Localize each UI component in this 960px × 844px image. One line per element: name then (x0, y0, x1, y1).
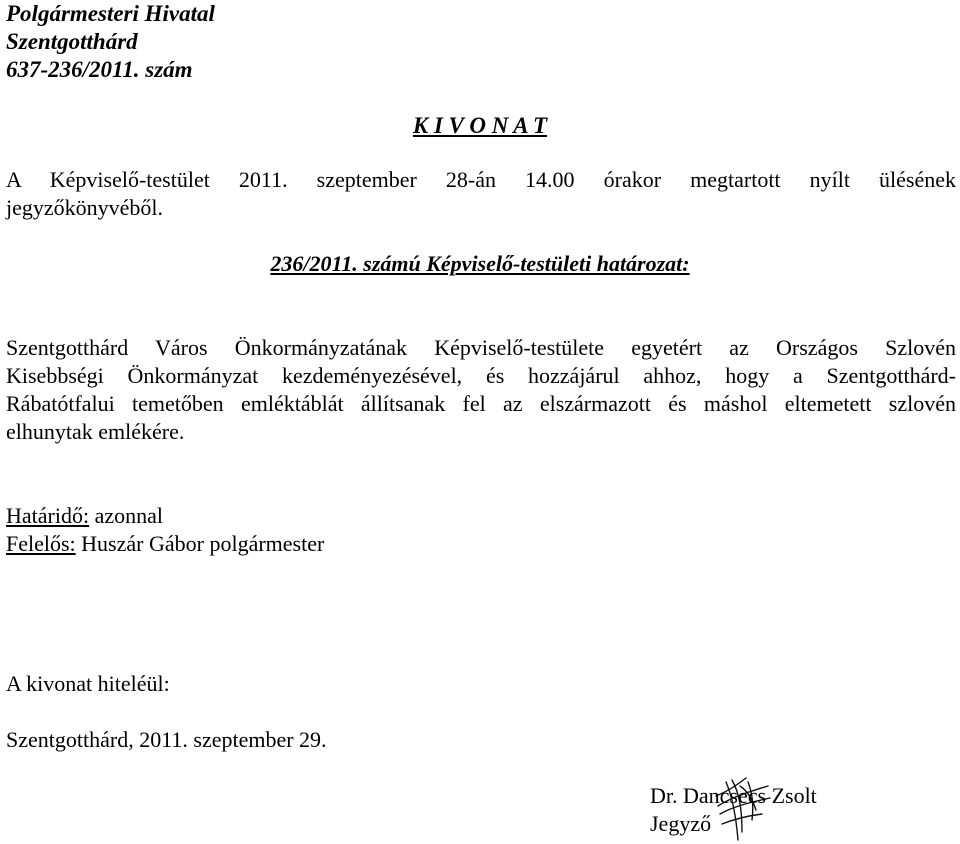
signatory-name: Dr. Dancsecs Zsolt (650, 783, 817, 808)
body-line: Rábatótfalui temetőben emléktáblát állítsanak fel az elszármazott és máshol eltemetett szlovén (6, 391, 956, 416)
place-date-line: Szentgotthárd, 2011. szeptember 29. (6, 727, 327, 752)
intro-paragraph (6, 166, 956, 222)
deadline-label: Határidő: (6, 503, 90, 528)
intro-line: A Képviselő-testület 2011. szeptember 28-án 14.00 órakor megtartott nyílt ülésének (6, 167, 956, 192)
deadline-line (6, 502, 163, 530)
certification-line: A kivonat hiteléül: (6, 671, 170, 696)
signatory-title: Jegyző (650, 811, 712, 836)
responsible-line (6, 530, 324, 558)
deadline-value: azonnal (89, 503, 163, 528)
document-title: K I V O N A T (412, 113, 548, 138)
responsible-value: Huszár Gábor polgármester (75, 531, 325, 556)
body-line: Szentgotthárd Város Önkormányzatának Képviselő-testülete egyetért az Országos Szlovén (6, 335, 956, 360)
city-name: Szentgotthárd (6, 29, 138, 54)
office-name: Polgármesteri Hivatal (6, 1, 215, 26)
resolution-heading: 236/2011. számú Képviselő-testületi határozat: (270, 251, 690, 276)
reference-number: 637-236/2011. szám (6, 57, 193, 82)
intro-line: jegyzőkönyvéből. (6, 195, 164, 220)
body-line: Kisebbségi Önkormányzat kezdeményezésével, és hozzájárul ahhoz, hogy a Szentgotthárd- (6, 363, 956, 388)
responsible-label: Felelős: (6, 531, 76, 556)
document-header (6, 0, 215, 84)
body-line: elhunytak emlékére. (6, 419, 185, 444)
resolution-body (6, 334, 956, 446)
